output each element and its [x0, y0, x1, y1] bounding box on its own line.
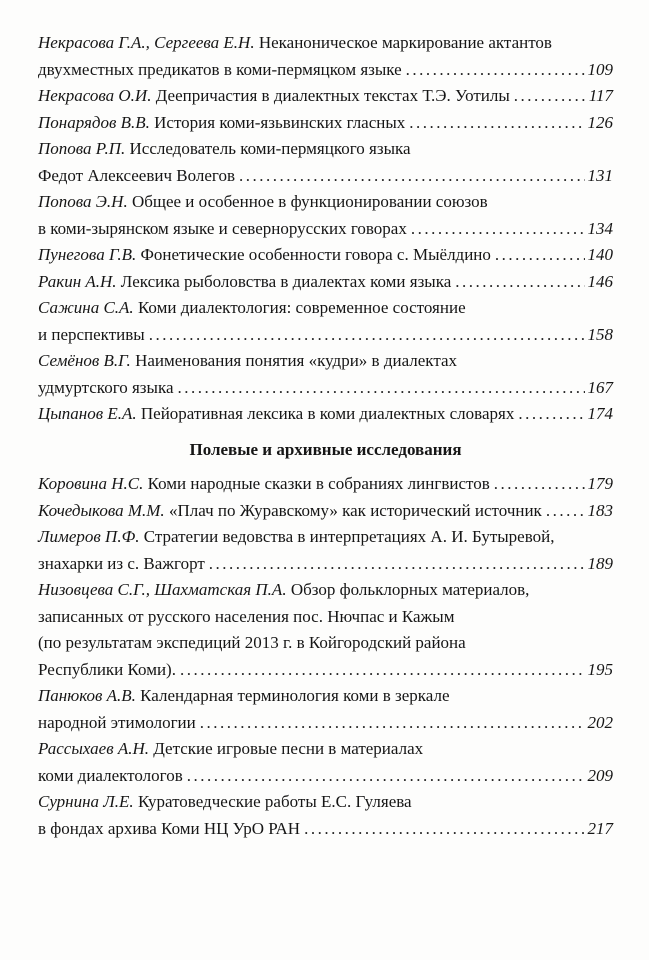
toc-entry-title-line: удмуртского языка: [38, 377, 174, 397]
toc-entry-title-line: в коми-зырянском языке и севернорусских говорах: [38, 218, 407, 238]
toc-page-number: 179: [587, 474, 613, 493]
toc-line-text: [38, 348, 457, 375]
dot-leader: [178, 375, 585, 402]
toc-line: [38, 577, 613, 604]
toc-line-text: [38, 763, 183, 790]
toc-page-number: 183: [587, 500, 613, 520]
toc-line-text: [38, 401, 514, 428]
toc-entry-title-line: Коми народные сказки в собраниях лингвистов: [147, 474, 490, 493]
dot-leader: [304, 816, 584, 843]
toc-line: [38, 242, 613, 269]
toc-line: [38, 136, 613, 163]
toc-entry-authors: Лимеров П.Ф.: [38, 527, 144, 546]
toc-entry-authors: Попова Э.Н.: [38, 192, 132, 211]
toc-line: [38, 83, 613, 110]
toc-entry-title-line: двухместных предикатов в коми-пермяцком языке: [38, 59, 402, 79]
toc-line-text: [38, 163, 235, 190]
toc-line-text: [38, 295, 466, 322]
toc-page-number: 209: [587, 765, 613, 785]
toc-page-number: 131: [587, 165, 613, 185]
toc-page-number: 167: [587, 377, 613, 397]
toc-entry: [38, 83, 613, 110]
toc-page-number: 146: [587, 271, 613, 291]
toc-line: [38, 163, 613, 190]
toc-entry-title-line: Коми диалектология: современное состояние: [137, 298, 466, 317]
toc-page-number: 117: [588, 86, 613, 105]
dot-leader: [495, 242, 585, 269]
toc-line: [38, 295, 613, 322]
toc-page-number: 134: [587, 218, 613, 238]
toc-line-text: [38, 524, 554, 551]
toc-entry-title-line: Куратоведческие работы Е.С. Гуляева: [137, 792, 412, 811]
toc-line-text: [38, 630, 466, 657]
toc-entry: [38, 789, 613, 842]
toc-line-text: [38, 136, 411, 163]
toc-entry-authors: Пунегова Г.В.: [38, 245, 141, 264]
toc-entry-title-line: Обзор фольклорных материалов,: [290, 580, 530, 599]
toc-line: [38, 630, 613, 657]
toc-entry-title-line: Лексика рыболовства в диалектах коми языка: [120, 271, 452, 291]
toc-entry-title-line: знахарки из с. Важгорт: [38, 553, 205, 573]
dot-leader: [494, 471, 585, 498]
dot-leader: [514, 83, 586, 110]
toc-entry: [38, 471, 613, 498]
dot-leader: [187, 763, 585, 790]
toc-entry-title-line: История коми-язьвинских гласных: [154, 112, 406, 132]
toc-line-text: [38, 498, 542, 525]
toc-line-text: [38, 375, 174, 402]
toc-line-text: [38, 657, 176, 684]
dot-leader: [546, 498, 585, 525]
toc-line-text: [38, 189, 488, 216]
toc-entry-authors: Коровина Н.С.: [38, 474, 148, 493]
toc-entry-authors: Семёнов В.Г.: [38, 351, 136, 370]
toc-line-text: [38, 110, 405, 137]
toc-entry-authors: Некрасова Г.А., Сергеева Е.Н.: [38, 33, 259, 52]
toc-section-2: [38, 471, 613, 842]
toc-line: [38, 524, 613, 551]
toc-entry-authors: Кочедыкова М.М.: [38, 500, 169, 520]
toc-entry-title-line: записанных от русского населения пос. Нючпас и Кажым: [38, 606, 455, 626]
dot-leader: [149, 322, 585, 349]
toc-page-number: 158: [587, 324, 613, 344]
toc-line: [38, 189, 613, 216]
dot-leader: [209, 551, 585, 578]
toc-line: [38, 604, 613, 631]
dot-leader: [180, 657, 585, 684]
toc-line: [38, 348, 613, 375]
toc-entry: [38, 295, 613, 348]
toc-line-text: [38, 551, 205, 578]
toc-entry-title-line: Республики Коми).: [38, 659, 176, 679]
toc-page-number: 189: [587, 553, 613, 573]
toc-entry-title-line: Деепричастия в диалектных текстах Т.Э. Уотилы: [155, 86, 510, 105]
toc-entry: [38, 401, 613, 428]
toc-entry-title-line: народной этимологии: [38, 712, 196, 732]
toc-entry: [38, 683, 613, 736]
toc-entry: [38, 269, 613, 296]
toc-entry-title-line: Общее и особенное в функционировании союзов: [131, 192, 488, 211]
toc-line: [38, 657, 613, 684]
toc-line-text: [38, 604, 454, 631]
toc-line: [38, 551, 613, 578]
toc-line-text: [38, 216, 407, 243]
toc-line-text: [38, 242, 491, 269]
toc-entry-authors: Попова Р.П.: [38, 139, 130, 158]
toc-line: [38, 30, 613, 57]
toc-entry: [38, 30, 613, 83]
toc-entry: [38, 242, 613, 269]
toc-page-number: 126: [587, 112, 613, 132]
toc-entry-authors: Низовцева С.Г., Шахматская П.А.: [38, 580, 291, 599]
toc-line: [38, 789, 613, 816]
dot-leader: [518, 401, 584, 428]
toc-line: [38, 57, 613, 84]
toc-entry-title-line: и перспективы: [38, 324, 145, 344]
toc-line-text: [38, 322, 145, 349]
toc-line: [38, 736, 613, 763]
toc-line: [38, 816, 613, 843]
toc-entry-title-line: Фонетические особенности говора с. Мыёлдино: [140, 245, 491, 264]
toc-entry-authors: Понарядов В.В.: [38, 112, 155, 132]
toc-line-text: [38, 471, 490, 498]
toc-entry-title-line: Федот Алексеевич Волегов: [38, 165, 235, 185]
toc-entry-authors: Ракин А.Н.: [38, 271, 121, 291]
section-heading: Полевые и архивные исследования: [189, 439, 462, 459]
toc-page-number: 174: [587, 404, 613, 423]
toc-page-number: 140: [587, 245, 613, 264]
toc-entry: [38, 348, 613, 401]
toc-line: [38, 322, 613, 349]
toc-entry: [38, 736, 613, 789]
toc-line: [38, 683, 613, 710]
toc-entry-title-line: Стратегии ведовства в интерпретациях А. И. Бутыревой,: [143, 527, 555, 546]
toc-line-text: [38, 269, 451, 296]
toc-entry: [38, 498, 613, 525]
toc-entry-authors: Сажина С.А.: [38, 298, 138, 317]
toc-entry-title-line: Детские игровые песни в материалах: [153, 739, 424, 758]
toc-line: [38, 401, 613, 428]
toc-line: [38, 269, 613, 296]
dot-leader: [455, 269, 584, 296]
dot-leader: [239, 163, 585, 190]
toc-line-text: [38, 57, 402, 84]
toc-line-text: [38, 710, 196, 737]
toc-line-text: [38, 577, 529, 604]
toc-line-text: [38, 83, 510, 110]
toc-entry-authors: Рассыхаев А.Н.: [38, 739, 154, 758]
dot-leader: [411, 216, 585, 243]
toc-entry: [38, 110, 613, 137]
toc-line-text: [38, 816, 300, 843]
toc-line: [38, 763, 613, 790]
toc-line-text: [38, 30, 552, 57]
toc-page-number: 217: [587, 818, 613, 838]
toc-entry-title-line: Неканоническое маркирование актантов: [258, 33, 552, 52]
toc-line: [38, 110, 613, 137]
toc-entry-title-line: в фондах архива Коми НЦ УрО РАН: [38, 818, 301, 838]
dot-leader: [406, 57, 585, 84]
toc-line: [38, 375, 613, 402]
toc-entry-authors: Некрасова О.И.: [38, 86, 156, 105]
toc-line: [38, 498, 613, 525]
toc-line: [38, 216, 613, 243]
toc-page-number: 109: [587, 59, 613, 79]
dot-leader: [409, 110, 584, 137]
toc-entry-title-line: коми диалектологов: [38, 765, 183, 785]
toc-page-number: 195: [587, 659, 613, 679]
toc-entry-authors: Сурнина Л.Е.: [38, 792, 138, 811]
toc-line: [38, 710, 613, 737]
toc-entry: [38, 189, 613, 242]
toc-section-1: [38, 30, 613, 428]
toc-entry-title-line: Исследователь коми-пермяцкого языка: [129, 139, 411, 158]
toc-entry: [38, 524, 613, 577]
toc-entry-authors: Панюков А.В.: [38, 686, 141, 705]
dot-leader: [200, 710, 585, 737]
toc-line-text: [38, 789, 412, 816]
toc-entry-title-line: «Плач по Журавскому» как исторический источник: [168, 500, 542, 520]
toc-entry: [38, 577, 613, 683]
toc-line-text: [38, 736, 423, 763]
toc-line-text: [38, 683, 450, 710]
toc-line: [38, 471, 613, 498]
toc-entry-title-line: (по результатам экспедиций 2013 г. в Койгородский района: [38, 633, 466, 652]
toc-page-number: 202: [587, 712, 613, 732]
toc-entry-authors: Цыпанов Е.А.: [38, 404, 141, 423]
toc-entry-title-line: Календарная терминология коми в зеркале: [140, 686, 450, 705]
toc-entry: [38, 136, 613, 189]
toc-entry-title-line: Наименования понятия «кудри» в диалектах: [135, 351, 458, 370]
toc-entry-title-line: Пейоративная лексика в коми диалектных словарях: [140, 404, 515, 423]
